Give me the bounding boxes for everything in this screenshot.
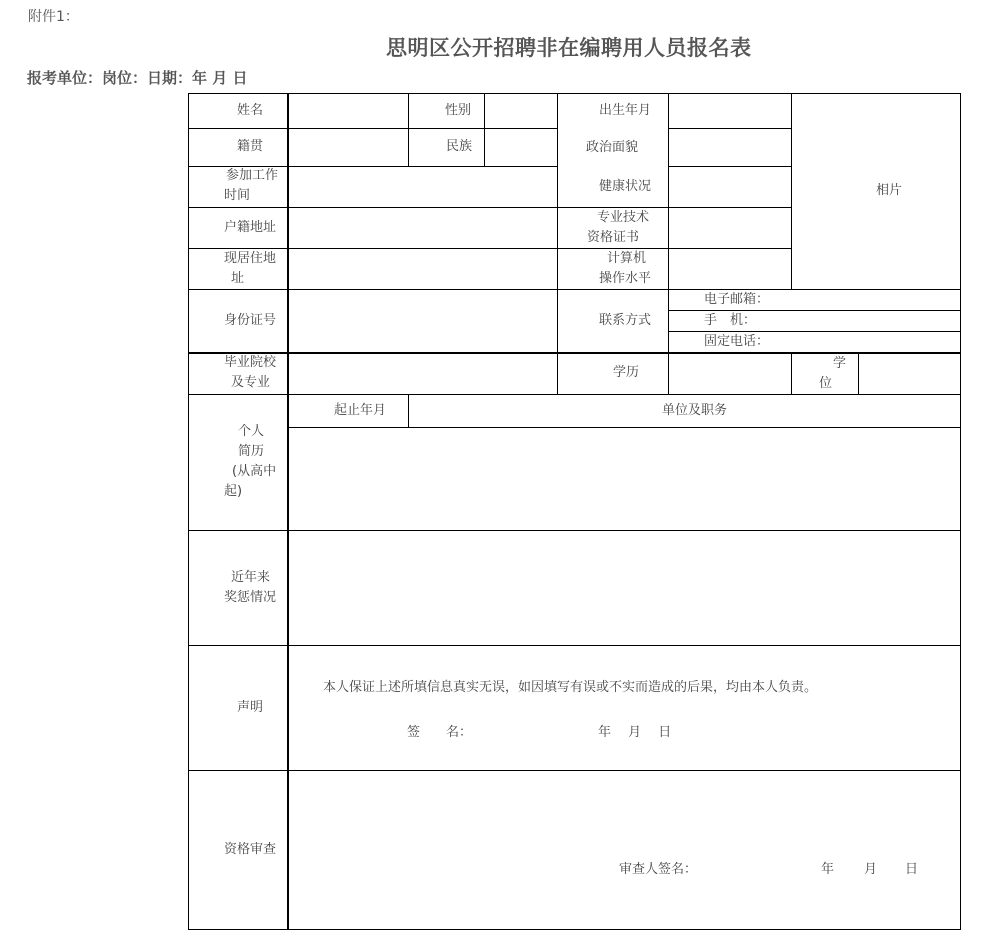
date-label: 日期： — [147, 69, 193, 87]
work-start-label-line1: 参加工作 — [226, 168, 279, 183]
grid-line — [188, 530, 961, 531]
photo-label: 相片 — [876, 183, 903, 198]
household-address-label: 户籍地址 — [224, 220, 277, 235]
political-status-label: 政治面貌 — [586, 140, 639, 155]
grid-line — [960, 93, 961, 930]
health-label: 健康状况 — [599, 179, 652, 194]
signature-date: 年 月 日 — [598, 725, 672, 740]
awards-label-line2: 奖惩情况 — [224, 590, 277, 605]
review-year: 年 — [821, 862, 835, 877]
grid-line — [484, 93, 485, 166]
computer-label-line1: 计算机 — [607, 251, 647, 266]
work-start-label-line2: 时间 — [224, 188, 251, 203]
unit-label: 报考单位： — [27, 69, 103, 87]
grid-line — [188, 207, 792, 208]
grid-line — [188, 248, 792, 249]
grid-line — [791, 93, 792, 289]
employer-post-header: 单位及职务 — [662, 403, 728, 418]
awards-label-line1: 近年来 — [231, 570, 271, 585]
signature-label: 签 名： — [407, 725, 473, 740]
resume-label-line2: 简历 — [238, 444, 265, 459]
resume-label-line3: (从高中 — [232, 464, 277, 479]
grid-line — [188, 394, 961, 395]
email-label: 电子邮箱： — [704, 292, 770, 307]
post-label: 岗位： — [102, 69, 148, 87]
grid-line — [668, 93, 669, 394]
date-day: 日 — [232, 69, 248, 87]
cert-label-line2: 资格证书 — [587, 230, 640, 245]
contact-label: 联系方式 — [599, 313, 652, 328]
school-label-line1: 毕业院校 — [224, 355, 277, 370]
period-header: 起止年月 — [334, 403, 387, 418]
reviewer-signature-label: 审查人签名： — [619, 862, 698, 877]
registration-form-table — [188, 93, 961, 930]
grid-line — [188, 645, 961, 646]
grid-line — [188, 289, 961, 290]
residence-label-line1: 现居住地 — [224, 251, 277, 266]
name-label: 姓名 — [237, 103, 264, 118]
education-label: 学历 — [613, 365, 640, 380]
review-day: 日 — [905, 862, 919, 877]
attachment-label: 附件1： — [28, 9, 79, 25]
grid-line — [668, 128, 792, 129]
review-month: 月 — [864, 862, 878, 877]
grid-line — [188, 93, 189, 930]
landline-label: 固定电话： — [704, 334, 770, 349]
grid-line — [188, 929, 961, 930]
native-place-label: 籍贯 — [237, 139, 264, 154]
ethnicity-label: 民族 — [446, 139, 473, 154]
residence-label-line2: 址 — [231, 271, 245, 286]
grid-line — [188, 128, 558, 129]
resume-label-line1: 个人 — [238, 424, 265, 439]
grid-line — [858, 352, 859, 394]
grid-line — [668, 166, 792, 167]
mobile-label: 手 机： — [704, 313, 757, 328]
grid-line — [791, 352, 792, 394]
grid-line — [408, 394, 409, 427]
grid-line — [287, 93, 289, 930]
id-number-label: 身份证号 — [224, 313, 277, 328]
grid-line — [408, 93, 409, 166]
school-label-line2: 及专业 — [231, 375, 271, 390]
grid-line — [288, 427, 961, 428]
date-year: 年 — [192, 69, 208, 87]
statement-label: 声明 — [237, 700, 264, 715]
application-subheader — [27, 67, 248, 88]
statement-text: 本人保证上述所填信息真实无误，如因填写有误或不实而造成的后果，均由本人负责。 — [323, 680, 818, 695]
grid-line — [188, 93, 961, 94]
page-title: 思明区公开招聘非在编聘用人员报名表 — [386, 36, 752, 60]
grid-line — [557, 93, 558, 394]
resume-label-line4: 起) — [224, 484, 243, 499]
review-label: 资格审查 — [224, 842, 277, 857]
computer-label-line2: 操作水平 — [599, 271, 652, 286]
gender-label: 性别 — [445, 103, 472, 118]
degree-label-line2: 位 — [819, 376, 833, 391]
date-month: 月 — [212, 69, 228, 87]
birth-label: 出生年月 — [599, 103, 652, 118]
grid-line — [188, 770, 961, 771]
degree-label-line1: 学 — [833, 356, 847, 371]
cert-label-line1: 专业技术 — [597, 210, 650, 225]
